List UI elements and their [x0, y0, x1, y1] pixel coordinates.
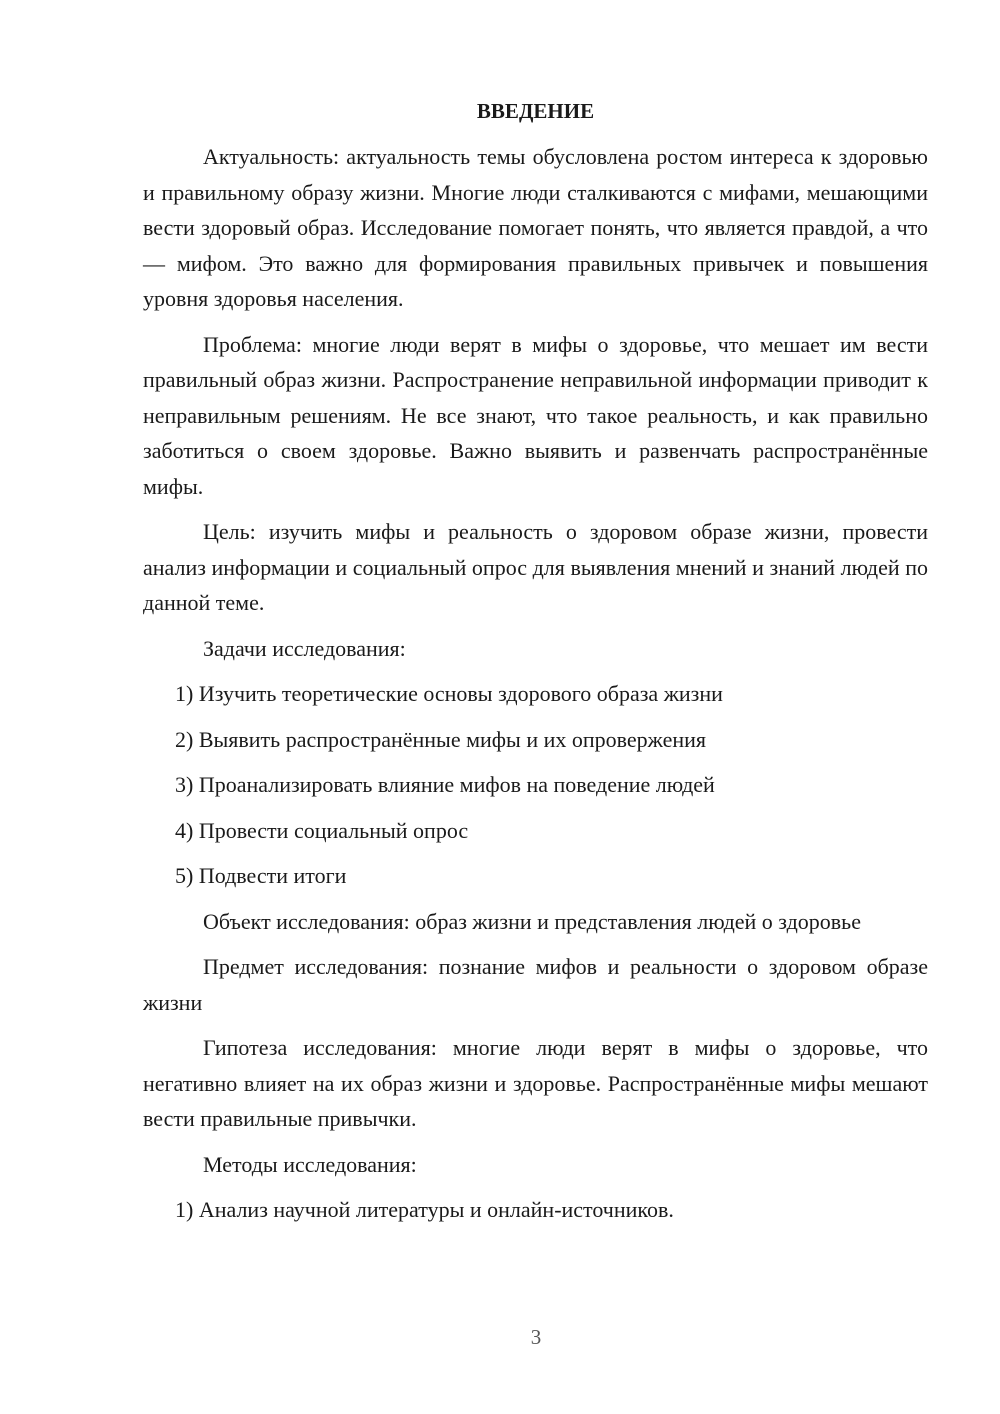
section-title: ВВЕДЕНИЕ — [476, 99, 595, 123]
paragraph-hypothesis: Гипотеза исследования: многие люди верят в мифы о здоровье, что негативно влияет на их образ жизни и здоровье. Распространённые мифы мешают вести правильные привычки. — [143, 1035, 928, 1131]
paragraph-object: Объект исследования: образ жизни и представления людей о здоровье — [203, 908, 861, 934]
tasks-heading: Задачи исследования: — [203, 635, 406, 661]
page-number: 3 — [530, 1325, 542, 1349]
methods-heading: Методы исследования: — [203, 1151, 417, 1177]
page-content — [143, 94, 928, 1238]
task-item: 1) Изучить теоретические основы здорового образа жизни — [175, 681, 723, 706]
task-item: 5) Подвести итоги — [175, 863, 347, 888]
task-item: 4) Провести социальный опрос — [175, 817, 469, 843]
task-item: 2) Выявить распространённые мифы и их опровержения — [175, 726, 707, 752]
paragraph-relevance: Актуальность: актуальность темы обусловлена ростом интереса к здоровью и правильному образу жизни. Многие люди сталкиваются с мифами, мешающими вести здоровый образ. Исследование помогает понять, что является правдой, а что — мифом. Это важно для формирования правильных привычек и повышения уровня здоровья населения. — [143, 144, 928, 311]
paragraph-goal: Цель: изучить мифы и реальность о здоровом образе жизни, провести анализ информации и социальный опрос для выявления мнений и знаний людей по данной теме. — [143, 519, 928, 615]
paragraph-problem: Проблема: многие люди верят в мифы о здоровье, что мешает им вести правильный образ жизни. Распространение неправильной информации приводит к неправильным решениям. Не все знают, что такое реальность, и как правильно заботиться о своем здоровье. Важно выявить и развенчать распространённые мифы. — [143, 331, 928, 499]
task-item: 3) Проанализировать влияние мифов на поведение людей — [175, 772, 715, 797]
paragraph-subject: Предмет исследования: познание мифов и реальности о здоровом образе жизни — [143, 954, 928, 1015]
method-item: 1) Анализ научной литературы и онлайн-источников. — [175, 1197, 674, 1222]
